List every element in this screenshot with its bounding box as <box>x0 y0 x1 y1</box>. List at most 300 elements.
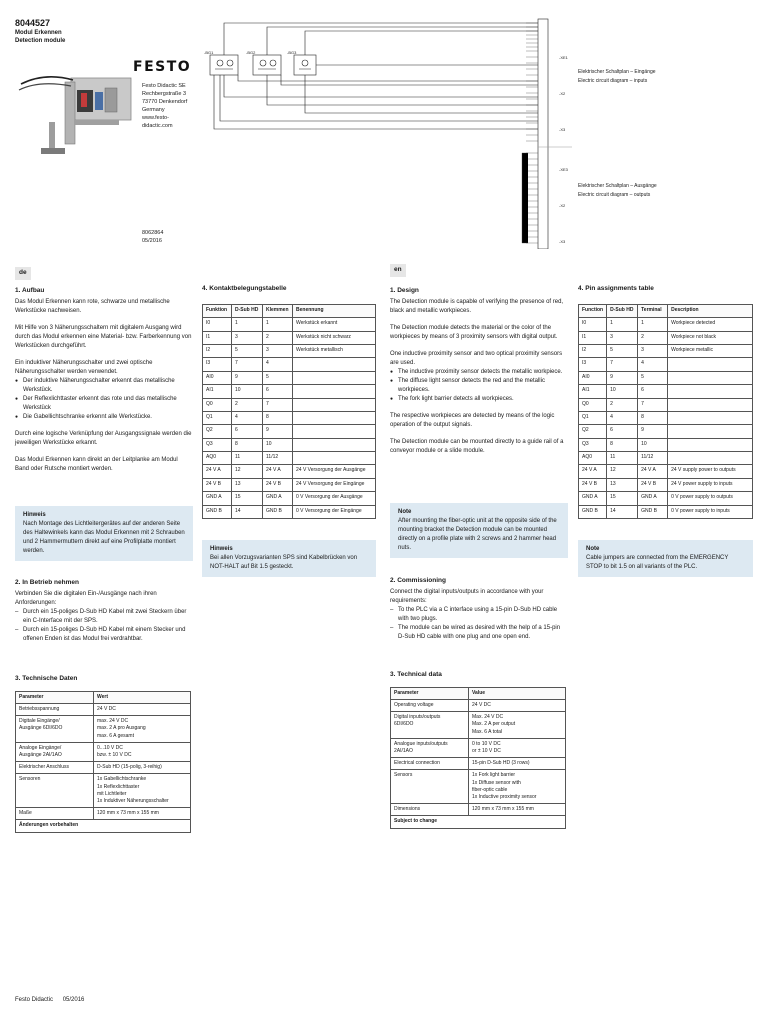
table-cell: 10 <box>638 438 668 451</box>
table-cell: 2 <box>232 398 263 411</box>
table-cell: AI1 <box>579 385 607 398</box>
table-row <box>391 712 566 739</box>
table-cell: Q0 <box>203 398 232 411</box>
table-row <box>391 770 566 804</box>
table-row <box>391 699 566 711</box>
table-cell: 0...10 V DC bzw. ± 10 V DC <box>94 742 191 761</box>
table-cell: 0 V power supply to inputs <box>668 505 753 518</box>
en-pin-assignments <box>578 285 753 519</box>
table-cell: 5 <box>232 344 263 357</box>
table-cell: Q3 <box>203 438 232 451</box>
table-footer-row <box>391 816 566 828</box>
dash-list <box>15 608 193 644</box>
table-cell: AQ0 <box>579 452 607 465</box>
title-en: Detection module <box>15 38 66 45</box>
table-cell: Electrical connection <box>391 758 469 770</box>
table-cell <box>668 385 753 398</box>
table-cell: Workpiece not black <box>668 331 753 344</box>
table-cell: Q2 <box>203 425 232 438</box>
table-cell: 1x Gabellichtschranke 1x Reflexlichttaster mit Lichtleiter 1x Induktiver Näherungsschalter <box>94 774 191 808</box>
sensor-label: -BG2 <box>246 50 256 55</box>
list-item: ● The diffuse light sensor detects the red and the metallic workpieces. <box>390 377 568 395</box>
list-item: ● The inductive proximity sensor detects the metallic workpiece. <box>390 368 568 377</box>
table-cell <box>668 371 753 384</box>
table-cell: 4 <box>232 411 263 424</box>
table-cell: Q2 <box>579 425 607 438</box>
table-cell: Q1 <box>203 411 232 424</box>
table-cell: GND A <box>638 492 668 505</box>
table-row <box>579 492 753 505</box>
en-design <box>390 287 568 456</box>
address-line: Germany <box>142 107 165 113</box>
table-cell: 7 <box>607 358 638 371</box>
table-cell: 14 <box>232 505 263 518</box>
note-title: Hinweis <box>23 512 46 518</box>
table-row <box>391 804 566 816</box>
table-cell: 11 <box>607 452 638 465</box>
address-line: didactic.com <box>142 123 173 129</box>
table-cell: 3 <box>638 344 668 357</box>
table-row <box>203 385 376 398</box>
table-cell: 24 V B <box>203 478 232 491</box>
de-inbetrieb <box>15 579 193 644</box>
table-cell <box>668 425 753 438</box>
address-line: www.festo- <box>142 115 169 121</box>
table-cell: 11/12 <box>638 452 668 465</box>
table-row <box>579 358 753 371</box>
table-cell: Analoge Eingänge/ Ausgänge 2AI/1AO <box>16 742 94 761</box>
table-cell: 1 <box>232 318 263 331</box>
section-title: 4. Kontaktbelegungstabelle <box>202 285 287 292</box>
table-row <box>203 505 376 518</box>
table-cell <box>668 398 753 411</box>
connector-label: -X3 <box>559 239 566 244</box>
note-title: Hinweis <box>210 546 233 552</box>
table-cell: 24 V A <box>579 465 607 478</box>
table-row <box>203 318 376 331</box>
column-header: Parameter <box>391 687 469 699</box>
section-title: 2. Commissioning <box>390 577 446 584</box>
table-cell: 9 <box>232 371 263 384</box>
table-cell: 7 <box>638 398 668 411</box>
diagram-outputs-caption <box>578 182 657 200</box>
table-cell: 15 <box>607 492 638 505</box>
table-cell: 1 <box>263 318 293 331</box>
table-row <box>579 331 753 344</box>
table-cell: I0 <box>203 318 232 331</box>
table-cell: GND B <box>263 505 293 518</box>
table-cell: Q1 <box>579 411 607 424</box>
table-cell: I2 <box>203 344 232 357</box>
festo-logo: FESTO <box>133 59 192 75</box>
paragraph: Das Modul Erkennen kann direkt an der Leitplanke am Modul Band oder Rutsche montiert werden. <box>15 456 178 472</box>
table-cell: 10 <box>232 385 263 398</box>
table-cell: GND B <box>579 505 607 518</box>
de-technische-daten <box>15 675 191 833</box>
table-cell <box>293 425 376 438</box>
list-item: ● Der Reflexlichttaster erkennt das rote und das metallische Werkstück <box>15 395 193 413</box>
table-cell: AI1 <box>203 385 232 398</box>
table-cell: 24 V A <box>203 465 232 478</box>
address-line: Rechbergstraße 3 <box>142 91 187 97</box>
table-cell: 10 <box>607 385 638 398</box>
table-cell: 0 V Versorgung der Ausgänge <box>293 492 376 505</box>
table-cell: 24 V DC <box>94 703 191 715</box>
table-row <box>203 492 376 505</box>
table-row <box>579 452 753 465</box>
table-row <box>203 438 376 451</box>
header-block <box>15 17 65 45</box>
table-row <box>203 371 376 384</box>
table-cell: 2 <box>638 331 668 344</box>
connector-label: -X3 <box>559 127 566 132</box>
table-row <box>579 411 753 424</box>
table-header-row <box>579 304 753 317</box>
table-cell: 4 <box>638 358 668 371</box>
diagram-inputs-label-en: Electric circuit diagram – inputs <box>578 78 648 84</box>
dash-list <box>390 606 568 642</box>
paragraph: Mit Hilfe von 3 Näherungsschaltern mit digitalem Ausgang wird durch das Modul erkennen eine Material- bzw. Farberkennung von Werkstücken durchgeführt. <box>15 324 192 349</box>
note-box <box>15 506 193 561</box>
table-cell: Elektrischer Anschluss <box>16 762 94 774</box>
table-cell: Max. 24 V DC Max. 2 A per output Max. 6 A total <box>469 712 566 739</box>
paragraph: Das Modul Erkennen kann rote, schwarze und metallische Werkstücke nachweisen. <box>15 298 170 314</box>
table-cell: 0 V power supply to outputs <box>668 492 753 505</box>
address-line: 73770 Denkendorf <box>142 99 188 105</box>
connector-label: -XE1 <box>559 55 568 60</box>
note-text: Nach Montage des Lichtleitergerätes auf der anderen Seite des Haltewinkels kann das Modul Erkennen mit 2 Schrauben und 2 Hammermuttern direkt auf eine Profilplatte montiert werden. <box>23 521 185 554</box>
table-cell: 12 <box>232 465 263 478</box>
table-cell: 24 V Versorgung der Eingänge <box>293 478 376 491</box>
table-cell <box>293 358 376 371</box>
table-cell: AI0 <box>579 371 607 384</box>
table-cell: I1 <box>203 331 232 344</box>
table-row <box>391 758 566 770</box>
paragraph: The Detection module can be mounted directly to a guide rail of a conveyor module or a slide module. <box>390 438 564 454</box>
note-title: Note <box>398 509 412 515</box>
address-line: Festo Didactic SE <box>142 83 186 89</box>
column-header: Benennung <box>293 304 376 317</box>
table-cell: I2 <box>579 344 607 357</box>
list-item: – Durch ein 15-poliges D-Sub HD Kabel mit zwei Steckern über ein C-Interface mit der SPS. <box>15 608 193 626</box>
footer-date: 05/2016 <box>62 997 85 1003</box>
table-cell: I3 <box>203 358 232 371</box>
diagram-outputs-label-de: Elektrischer Schaltplan – Ausgänge <box>578 183 657 189</box>
column-header: D-Sub HD <box>232 304 263 317</box>
table-cell: 3 <box>607 331 638 344</box>
table-cell: 9 <box>607 371 638 384</box>
table-row <box>579 398 753 411</box>
table-cell: Werkstück metallisch <box>293 344 376 357</box>
table-cell: 15 <box>232 492 263 505</box>
paragraph: The respective workpieces are detected by means of the logic operation of the output signals. <box>390 412 555 428</box>
note-text: Cable jumpers are connected from the EMERGENCY STOP to bit 1.5 on all variants of the PLC. <box>586 555 729 570</box>
table-cell <box>293 411 376 424</box>
table-row <box>203 358 376 371</box>
table-cell: 11/12 <box>263 452 293 465</box>
column-header: Parameter <box>16 691 94 703</box>
table-cell: 6 <box>263 385 293 398</box>
paragraph: Ein induktiver Näherungsschalter und zwei optische Näherungsschalter werden verwendet. <box>15 359 153 375</box>
table-row <box>203 425 376 438</box>
table-cell <box>668 358 753 371</box>
table-row <box>203 331 376 344</box>
table-cell: AI0 <box>203 371 232 384</box>
doc-info <box>142 229 163 245</box>
table-cell: I1 <box>579 331 607 344</box>
table-cell: Betriebsspannung <box>16 703 94 715</box>
list-item: ● The fork light barrier detects all workpieces. <box>390 395 568 404</box>
table-row <box>16 716 191 743</box>
table-cell: Analogue inputs/outputs 2AI/1AO <box>391 738 469 757</box>
list-item: – To the PLC via a C interface using a 15-pin D-Sub HD cable with two plugs. <box>390 606 568 624</box>
paragraph: The Detection module detects the material or the color of the workpieces by means of 3 proximity sensors with digital output. <box>390 324 558 340</box>
table-cell <box>293 438 376 451</box>
table-cell: max. 24 V DC max. 2 A pro Ausgang max. 6 A gesamt <box>94 716 191 743</box>
connector-label: -XE3 <box>559 167 568 172</box>
doc-number: 8062864 <box>142 230 164 236</box>
table-cell <box>293 385 376 398</box>
table-cell: Q0 <box>579 398 607 411</box>
table-cell: 24 V Versorgung der Ausgänge <box>293 465 376 478</box>
table-footer-row <box>16 820 191 832</box>
table-cell: 12 <box>607 465 638 478</box>
table-cell: I3 <box>579 358 607 371</box>
table-cell: 4 <box>263 358 293 371</box>
address-block <box>142 82 202 130</box>
table-footer: Änderungen vorbehalten <box>16 820 191 832</box>
table-cell: 11 <box>232 452 263 465</box>
en-commissioning <box>390 577 568 642</box>
note-box <box>202 540 376 577</box>
table-cell: Digitale Eingänge/ Ausgänge 6DI/6DO <box>16 716 94 743</box>
column-header: Description <box>668 304 753 317</box>
lang-tag-de: de <box>15 267 31 280</box>
table-row <box>203 452 376 465</box>
column-header: Terminal <box>638 304 668 317</box>
table-cell: 9 <box>638 425 668 438</box>
table-cell: 1 <box>607 318 638 331</box>
bullet-list <box>390 368 568 404</box>
table-cell: 0 V Versorgung der Eingänge <box>293 505 376 518</box>
en-technical-data <box>390 671 566 829</box>
table-cell: D-Sub HD (15-polig, 3-reihig) <box>94 762 191 774</box>
column-header: D-Sub HD <box>607 304 638 317</box>
table-row <box>203 411 376 424</box>
paragraph: The Detection module is capable of verifying the presence of red, black and metallic workpieces. <box>390 298 564 314</box>
table-row <box>16 808 191 820</box>
table-cell: 8 <box>638 411 668 424</box>
connector-label: -X2 <box>559 203 566 208</box>
note-box <box>578 540 753 577</box>
sensor-label: -BG3 <box>287 50 297 55</box>
tech-table <box>390 687 566 829</box>
section-title: 1. Aufbau <box>15 287 45 294</box>
table-cell: GND A <box>263 492 293 505</box>
table-cell: 2 <box>263 331 293 344</box>
table-cell: 0 to 10 V DC or ± 10 V DC <box>469 738 566 757</box>
table-cell: 120 mm x 73 mm x 155 mm <box>94 808 191 820</box>
table-cell: 7 <box>232 358 263 371</box>
table-cell <box>668 411 753 424</box>
table-cell: I0 <box>579 318 607 331</box>
table-row <box>391 738 566 757</box>
section-title: 4. Pin assignments table <box>578 285 654 292</box>
table-row <box>579 385 753 398</box>
table-cell: Sensoren <box>16 774 94 808</box>
table-cell: 6 <box>638 385 668 398</box>
table-cell: 24 V power supply to inputs <box>668 478 753 491</box>
table-cell: 5 <box>607 344 638 357</box>
table-cell: Werkstück erkannt <box>293 318 376 331</box>
table-cell: 7 <box>263 398 293 411</box>
de-kontaktbelegung <box>202 285 376 519</box>
table-cell: 24 V supply power to outputs <box>668 465 753 478</box>
table-cell: 24 V B <box>638 478 668 491</box>
sensor-label: -BG1 <box>204 50 214 55</box>
note-title: Note <box>586 546 600 552</box>
table-cell: 24 V A <box>263 465 293 478</box>
table-cell: 4 <box>607 411 638 424</box>
table-cell: 24 V A <box>638 465 668 478</box>
table-header-row <box>16 691 191 703</box>
table-cell: 1x Fork light barrier 1x Diffuse sensor with fiber-optic cable 1x Inductive proximity sensor <box>469 770 566 804</box>
table-cell: Digital inputs/outputs 6DI/6DO <box>391 712 469 739</box>
list-item: – Durch ein 15-poliges D-Sub HD Kabel mit einem Stecker und offenen Enden ist das Modul frei verdrahtbar. <box>15 626 193 644</box>
pin-table <box>578 304 753 519</box>
paragraph: Connect the digital inputs/outputs in accordance with your requirements: <box>390 588 544 604</box>
table-row <box>203 478 376 491</box>
page-footer <box>15 996 84 1004</box>
table-row <box>579 344 753 357</box>
table-cell: Operating voltage <box>391 699 469 711</box>
list-item: – The module can be wired as desired with the help of a 15-pin D-Sub HD cable with one plug and one open end. <box>390 624 568 642</box>
table-cell <box>293 398 376 411</box>
table-cell: 3 <box>232 331 263 344</box>
table-row <box>203 344 376 357</box>
table-footer: Subject to change <box>391 816 566 828</box>
note-text: Bei allen Vorzugsvarianten SPS sind Kabelbrücken von NOT-HALT auf Bit 1.5 gesteckt. <box>210 555 358 570</box>
product-image <box>15 68 135 163</box>
column-header: Wert <box>94 691 191 703</box>
section-title: 1. Design <box>390 287 419 294</box>
table-cell: Dimensions <box>391 804 469 816</box>
table-row <box>16 774 191 808</box>
table-row <box>203 398 376 411</box>
table-cell: GND A <box>579 492 607 505</box>
table-cell: GND B <box>203 505 232 518</box>
table-row <box>579 425 753 438</box>
paragraph: Verbinden Sie die digitalen Ein-/Ausgänge nach ihren Anforderungen: <box>15 590 157 606</box>
table-row <box>579 438 753 451</box>
table-cell: 24 V B <box>579 478 607 491</box>
table-cell: 8 <box>607 438 638 451</box>
table-cell <box>668 438 753 451</box>
doc-date: 05/2016 <box>142 238 162 244</box>
table-row <box>579 465 753 478</box>
pin-table <box>202 304 376 519</box>
table-cell: Workpiece detected <box>668 318 753 331</box>
table-cell: 10 <box>263 438 293 451</box>
table-cell: 14 <box>607 505 638 518</box>
table-row <box>579 478 753 491</box>
table-cell: 3 <box>263 344 293 357</box>
section-title: 3. Technische Daten <box>15 675 78 682</box>
table-cell: Maße <box>16 808 94 820</box>
note-box <box>390 503 568 558</box>
table-cell: 24 V DC <box>469 699 566 711</box>
tech-table <box>15 691 191 833</box>
connector-label: -X2 <box>559 91 566 96</box>
circuit-diagram <box>200 17 572 249</box>
de-aufbau <box>15 287 193 474</box>
table-cell: 9 <box>263 425 293 438</box>
table-cell: 24 V B <box>263 478 293 491</box>
table-cell: 8 <box>232 438 263 451</box>
table-cell <box>668 452 753 465</box>
table-row <box>16 703 191 715</box>
table-cell: 6 <box>607 425 638 438</box>
table-cell: Werkstück nicht schwarz <box>293 331 376 344</box>
note-text: After mounting the fiber-optic unit at the opposite side of the mounting bracket the Detection module can be mounted directly on a profile plate with 2 screws and 2 hammer head nuts. <box>398 518 557 551</box>
table-cell: Sensors <box>391 770 469 804</box>
column-header: Funktion <box>203 304 232 317</box>
table-row <box>16 742 191 761</box>
table-cell: 6 <box>232 425 263 438</box>
table-row <box>16 762 191 774</box>
table-cell: 5 <box>263 371 293 384</box>
section-title: 3. Technical data <box>390 671 442 678</box>
table-cell <box>293 371 376 384</box>
column-header: Function <box>579 304 607 317</box>
diagram-inputs-label-de: Elektrischer Schaltplan – Eingänge <box>578 69 656 75</box>
table-row <box>579 318 753 331</box>
table-cell: 13 <box>232 478 263 491</box>
table-cell: 8 <box>263 411 293 424</box>
list-item: ● Die Gabellichtschranke erkennt alle Werkstücke. <box>15 413 193 422</box>
table-header-row <box>391 687 566 699</box>
column-header: Klemmen <box>263 304 293 317</box>
bullet-list <box>15 377 193 422</box>
table-cell: 120 mm x 73 mm x 155 mm <box>469 804 566 816</box>
table-cell: 2 <box>607 398 638 411</box>
table-row <box>203 465 376 478</box>
list-item: ● Der induktive Näherungsschalter erkennt das metallische Werkstück. <box>15 377 193 395</box>
table-row <box>579 371 753 384</box>
table-cell: GND B <box>638 505 668 518</box>
paragraph: One inductive proximity sensor and two optical proximity sensors are used. <box>390 350 563 366</box>
footer-text: Festo Didactic <box>15 997 54 1003</box>
paragraph: Durch eine logische Verknüpfung der Ausgangssignale werden die jeweiligen Werkstücke erkannt. <box>15 430 192 446</box>
table-cell <box>293 452 376 465</box>
title-de: Modul Erkennen <box>15 30 62 37</box>
table-row <box>579 505 753 518</box>
table-cell: 5 <box>638 371 668 384</box>
lang-tag-en: en <box>390 264 406 277</box>
diagram-inputs-caption <box>578 68 656 86</box>
table-cell: Q3 <box>579 438 607 451</box>
section-title: 2. In Betrieb nehmen <box>15 579 79 586</box>
table-cell: 13 <box>607 478 638 491</box>
table-cell: GND A <box>203 492 232 505</box>
table-cell: Workpiece metallic <box>668 344 753 357</box>
table-cell: 15-pin D-Sub HD (3 rows) <box>469 758 566 770</box>
table-cell: 1 <box>638 318 668 331</box>
column-header: Value <box>469 687 566 699</box>
table-header-row <box>203 304 376 317</box>
part-number: 8044527 <box>15 18 51 28</box>
table-cell: AQ0 <box>203 452 232 465</box>
